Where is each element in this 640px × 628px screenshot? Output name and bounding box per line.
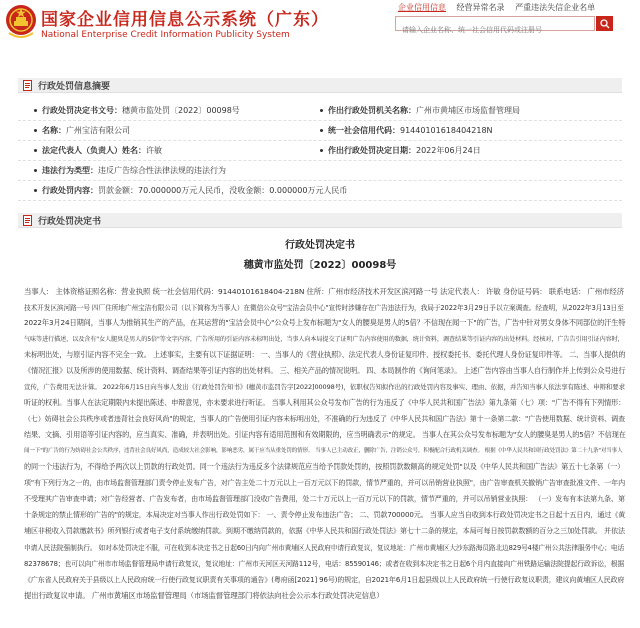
document-line: 未标明出处，与原引证内容不完全一致。 上述事实，主要有以下证据证明： 一、当事人的《营业执照》、法定代表人身份证复印件、授权委托书、委托代理人身份证复印件等。 二、当事人提供的 [24, 350, 626, 359]
system-title: 国家企业信用信息公示系统（广东） [41, 10, 329, 30]
document-title: 行政处罚决定书 [285, 240, 355, 251]
tab-abnormal-list[interactable]: 经营异常名录 [456, 3, 505, 12]
document-line: 《情况汇报》以及所涉的使用数据、统计资料、调查结果等引证内容的出处材料。 三、相关产品的情况说明。 四、本局制作的《询问笔录》。 上述广告内容由当事人自行制作并上传到公众号进行 [24, 366, 626, 375]
section-title: 行政处罚决定书 [38, 217, 102, 227]
search-input[interactable] [396, 24, 594, 37]
search-box [395, 16, 595, 31]
credit-code: 统一社会信用代码：91440101618404218N [320, 125, 493, 136]
section-title: 行政处罚信息摘要 [38, 82, 111, 92]
penalty-content: 行政处罚内容：罚款金额：70.000000万元人民币，没收金额：0.000000万元人民币 [34, 185, 347, 196]
document-line: 提出行政复议申请。 广州市黄埔区市场监督管理局（市场监督管理部门将依法向社会公示本行政处罚决定信息） [24, 591, 384, 600]
document-line: 埔区非税收入罚款缴款书》所列银行或者电子支付系统缴纳罚款。到期不缴纳罚款的，依据《中华人民共和国行政处罚法》第七十二条的规定，本局可每日按罚款数额的百分之三加处罚款。 并依法 [24, 526, 625, 535]
tab-credit-info[interactable]: 企业信用信息 [398, 3, 446, 12]
document-icon [22, 215, 33, 226]
document-icon [22, 80, 33, 91]
summary-row [18, 121, 622, 141]
document-line: 气味等进行描述，以及含有"女人腿臭是男人的5倍"等文字内容，广告所用的引证内容未标明出处，当事人向本局提交了证明广告内容使用的数据，统计资料，调查结果等引证内容的出处材料。经核对，广告告引用引证内容时， [24, 336, 624, 343]
document-line: 2022年3月24日期间，当事人为推销其生产的产品，在其运营的"宝洁会员中心"公众号上发布标题为"女人的腰臭是男人的5倍？不信现在闻一下"的广告，广告中针对男女身体不同部位的汗生特 [24, 318, 626, 327]
search-icon [600, 19, 610, 29]
document-line: 不受理其广告审查申请；对广告经营者、广告发布者，由市场监督管理部门没收广告费用，处二十万元以上一百万元以下的罚款，情节严重的，并可以吊销营业执照： （一）发布有本法第九条、第 [24, 494, 625, 503]
site-header [0, 0, 640, 48]
document-line: 闻一下"的广告的行为妨碍社会公共秩序，违背社会良好风尚，造成较大社会影响，影响恶劣，属于应当从重处罚的情形。 当事人已主动改正，删除广告，注销公众号，积极配合行政机关调查。 根据《中华人民共和国行政处罚法》第二十九条"对当事人 [24, 448, 623, 454]
document-line: 技术开发区滨河路一号 四厂住所地广州宝洁有限公司（以下简称为当事人）在微信公众号"宝洁会员中心"宣传时涉嫌存在广告违法行为，我局于2022年3月29日予以立案调查。经查明，从2022年3月13日至 [24, 304, 624, 312]
search-button[interactable] [596, 16, 613, 31]
header-tabs [398, 2, 603, 13]
authority: 作出行政处罚机关名称：广州市黄埔区市场监督管理局 [320, 105, 520, 116]
document-line: 宣传，广告费用无法计算。 2022年6月15日向当事人发出《行政处罚告知书》(穗黄市监罚告字[2022]00098号)，依职权告知拟作出的行政处罚内容及事实、理由、依据，并告知当事人依法享有陈述、申辩和要求 [24, 383, 626, 391]
summary-row [18, 181, 622, 201]
decision-section-header [18, 213, 622, 228]
document-line: 项"有下列行为之一的，由市场监督管理部门责令停止发布广告，对广告主处二十万元以上一百万元以下的罚款，情节严重的，并可以吊销营业执照"，由广告审查机关撤销广告审查批准文件、一年内 [24, 478, 626, 487]
summary-row [18, 141, 622, 161]
document-line: 当事人： 主体资格证照名称：营业执照 统一社会信用代码：91440101618404-218N 住所：广州市经济技术开发区滨河路一号 法定代表人： 许敏 身份证号码： 联系电话： 广州市经济 [24, 287, 624, 296]
document-line: 结果、文摘、引用语等引证内容的，应当真实、准确，并表明出处。引证内容有适用范围和有效期限的，应当明确表示"的规定。 当事人在其公众号发布标题为"女人的腰臭是男人的5倍？不信现在 [24, 430, 626, 439]
summary-row [18, 161, 622, 181]
document-number: 穗黄市监处罚〔2022〕00098号 [243, 260, 397, 271]
summary-row [18, 101, 622, 121]
document-line: 申请人民法院强制执行。 如对本处罚决定不服，可在收到本决定书之日起60日内向广州市黄埔区人民政府申请行政复议，复议地址：广州市黄埔区大沙东路海员路北边829号4楼广州公共法律服务中心；电话 [24, 544, 625, 552]
document-line: （七）妨碍社会公共秩序或者违背社会良好风尚"的规定，当事人的广告使用引证内容未标明出处，不准确的行为违反了《中华人民共和国广告法》第十一条第二款："广告使用数据、统计资料、调查 [24, 414, 626, 423]
legal-rep: 法定代表人（负责人）姓名：许敏 [34, 145, 162, 156]
document-line: 82378678；也可以向广州市市场监督管理局申请行政复议，复议地址：广州市天河区天河路112号，电话：85590146；或者在收到本决定书之日起6个月内直接向广州铁路运输法院提起行政诉讼，根据 [24, 560, 625, 568]
document-line: 十条规定的禁止情形的广告的"的规定，本局决定对当事人作出行政处罚如下： 一、责令停止发布违法广告； 二、罚款700000元。 当事人应当自收到本行政处罚决定书之日起十五日内，通过《黄 [24, 510, 626, 519]
violation-type: 违法行为类型：违反广告综合性法律法规的违法行为 [34, 165, 226, 176]
company-name: 名称：广州宝洁有限公司 [34, 125, 130, 136]
national-emblem-icon [4, 3, 38, 41]
decision-date: 作出行政处罚决定日期：2022年06月24日 [320, 145, 481, 156]
document-line: 听证的权利。当事人在法定期限内未提出陈述、申辩意见，亦未要求进行听证。 当事人利用其公众号发布广告的行为违反了《中华人民共和国广告法》第九条第（七）项："广告不得有下列情形： [24, 398, 626, 407]
tab-serious-violation-list[interactable]: 严重违法失信企业名单 [515, 3, 596, 12]
document-line: 《广东省人民政府关于县级以上人民政府统一行使行政复议职责有关事项的通告》(粤府函[2021] 96号)的规定，自2021年6月1日起县级以上人民政府统一行使行政复议职责，建议向黄埔区人民政府 [24, 576, 625, 584]
summary-section-header [18, 78, 622, 93]
system-title-en: National Enterprise Credit Information Publicity System [41, 30, 290, 40]
document-line: 的同一个违法行为，不得给予两次以上罚款的行政处罚。同一个违法行为违反多个法律规范应当给予罚款处罚的，按照罚款数额高的规定处罚"以及《中华人民共和国广告法》第五十七条第（一） [24, 462, 625, 471]
decision-no: 行政处罚决定书文号：穗黄市监处罚〔2022〕00098号 [34, 105, 240, 116]
